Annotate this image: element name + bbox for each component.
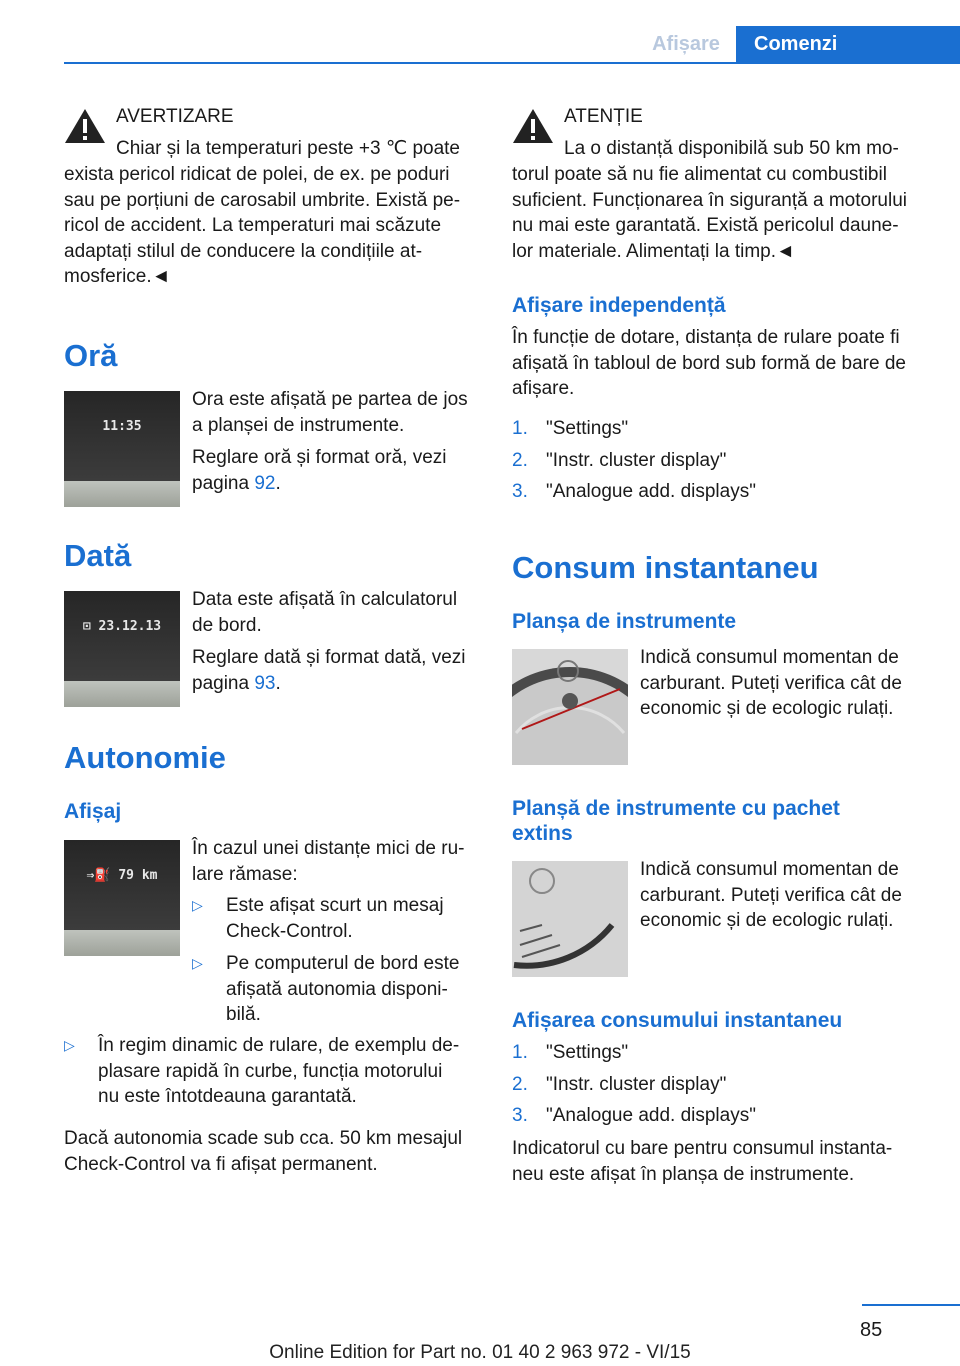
ora-text: Ora este afișată pe partea de jos a planșei de instrumente. Reglare oră și format oră, vezi pagina 92. — [192, 389, 468, 494]
warning-title: AVERTIZARE — [116, 106, 234, 127]
warning-text-line: Chiar și la temperaturi peste +3 ℃ poate — [116, 138, 460, 159]
steps-list — [512, 1040, 942, 1129]
page-number: 85 — [860, 1319, 883, 1341]
page-link-93[interactable]: 93 — [254, 672, 276, 694]
afisare-independenta-text: În funcție de dotare, distanța de rulare poate fi afișată în tabloul de bord sub formă de bare de afișare. — [512, 327, 906, 399]
range-display-image: ⇒⛽ 79 km — [64, 840, 180, 956]
warning-text: torul poate să nu fie alimentat cu combustibil suficient. Funcționarea în siguranță a motorului nu mai este garantată. Există pericolul daune- lor materiale. Alimentați la timp.◄ — [512, 164, 907, 262]
consumption-gauge-image — [512, 649, 628, 765]
edition-note: Online Edition for Part no. 01 40 2 963 972 - VI/15 — [269, 1342, 691, 1363]
list-item: ▷ Este afișat scurt un mesaj Check-Control. — [192, 893, 482, 944]
plansa-text: Indică consumul momentan de carburant. Puteți verifica cât de economic și de ecologic rulați. — [640, 647, 902, 719]
list-item: 1. "Settings" — [512, 418, 629, 439]
page-link-92[interactable]: 92 — [254, 472, 276, 494]
list-item: 2. "Instr. cluster display" — [512, 449, 727, 471]
autonomie-bullets — [192, 893, 482, 1028]
heading-consum-instantaneu: Consum instantaneu — [512, 550, 819, 585]
list-item: 3. "Analogue add. displays" — [512, 481, 756, 502]
heading-afisarea-consumului: Afișarea consumului instantaneu — [512, 1009, 843, 1032]
extended-gauge-image — [512, 861, 628, 977]
warning-text-line: La o distanță disponibilă sub 50 km mo- — [564, 138, 899, 159]
tab-afisare[interactable]: Afișare — [652, 33, 720, 55]
warning-text: exista pericol ridicat de polei, de ex. pe poduri sau pe porțiuni de carosabil umbrite. Există pe- ricol de accident. La temperaturi mai scăzute adaptați stilul de conducere la condițiile at- mosferice.◄ — [64, 164, 461, 287]
list-item: ▷ Pe computerul de bord este afișată autonomia disponi- bilă. — [192, 951, 482, 1028]
heading-afisare-independenta: Afișare independență — [512, 294, 726, 317]
clock-display-image: 11:35 — [64, 391, 180, 507]
warning-icon — [512, 108, 554, 144]
extins-text: Indică consumul momentan de carburant. Puteți verifica cât de economic și de ecologic rulați. — [640, 859, 902, 931]
warning-title: ATENȚIE — [564, 106, 643, 127]
bullet-icon: ▷ — [192, 897, 203, 913]
data-text: Data este afișată în calculatorul de bord. Reglare dată și format dată, vezi pagina 93. — [192, 589, 466, 694]
warning-icon — [64, 108, 106, 144]
heading-ora: Oră — [64, 338, 118, 373]
list-item: 3. "Analogue add. displays" — [512, 1105, 756, 1126]
footer-rule — [862, 1304, 960, 1306]
list-item: 1. "Settings" — [512, 1042, 629, 1063]
bullet-icon: ▷ — [64, 1037, 75, 1053]
date-display-image: ⊡ 23.12.13 — [64, 591, 180, 707]
steps-list — [512, 416, 942, 505]
autonomie-closing: Dacă autonomia scade sub cca. 50 km mesajul Check-Control va fi afișat permanent. — [64, 1128, 463, 1175]
header-rule — [64, 62, 960, 64]
heading-plansa-de-instrumente: Planșa de instrumente — [512, 610, 737, 633]
heading-data: Dată — [64, 538, 132, 573]
afisarea-closing: Indicatorul cu bare pentru consumul instanta- neu este afișat în planșa de instrumente. — [512, 1138, 893, 1185]
list-item: ▷ În regim dinamic de rulare, de exemplu de- plasare rapidă în curbe, funcția motorului nu este întotdeauna garantată. — [64, 1033, 484, 1110]
heading-plansa-extins: Planșă de instrumente cu pachet extins — [512, 797, 840, 845]
subheading-afisaj: Afișaj — [64, 800, 122, 823]
autonomie-intro: În cazul unei distanțe mici de ru- lare rămase: — [192, 838, 465, 885]
bullet-icon: ▷ — [192, 955, 203, 971]
heading-autonomie: Autonomie — [64, 740, 226, 775]
tab-comenzi[interactable]: Comenzi — [736, 26, 960, 62]
list-item: 2. "Instr. cluster display" — [512, 1073, 727, 1095]
